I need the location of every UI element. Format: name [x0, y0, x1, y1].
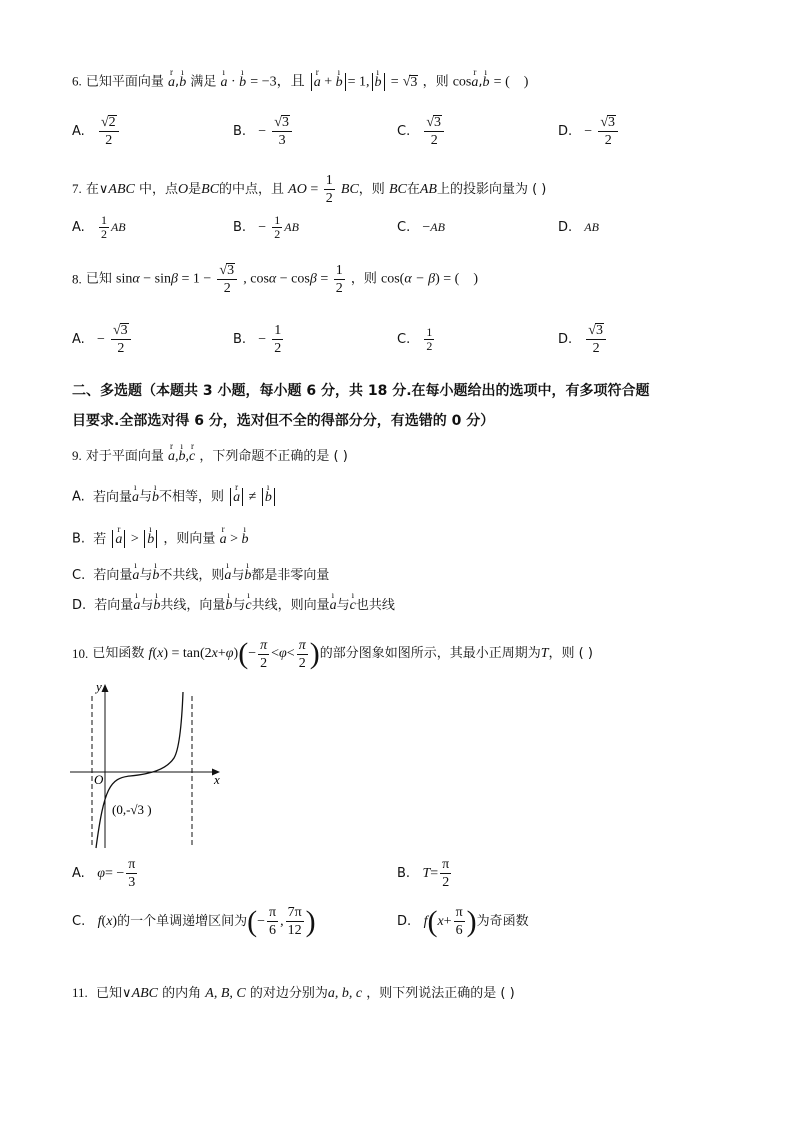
q8-option-c[interactable]: C. $\frac{1}{2}$	[397, 325, 433, 353]
q8-option-a[interactable]: A. − $\frac{√3}{2}$	[72, 322, 133, 357]
q8-option-b[interactable]: B. − $\frac{1}{2}$	[233, 323, 282, 356]
tangent-curve	[96, 692, 183, 848]
question-6: 6. 已知平面向量 r a,ı b 满足 ı a · ı b = −3，且 r a + ı b = 1,ı b = √3 ，则 cosr a,ı b = ( )	[72, 73, 528, 91]
q6-option-a[interactable]: A. $\frac{√2}{2}$	[72, 114, 121, 149]
q6-option-b[interactable]: B. − $\frac{√3}{3}$	[233, 114, 294, 149]
q10-option-b[interactable]: B. T = $\frac{\pi}{2}$	[397, 857, 450, 890]
question-number: 6.	[72, 73, 82, 89]
q9-option-a[interactable]: A. 若向量ı a与ı b不相等，则 r a ≠ ı b	[72, 488, 277, 506]
point-label: (0,-√3 )	[112, 802, 152, 817]
q10-option-c[interactable]: C. f ( x ) 的一个单调递增区间为 ( − $\frac{\pi}{6}$ , $\frac{7\pi}{12}$ )	[72, 904, 316, 938]
q7-option-c[interactable]: C. −AB	[397, 220, 445, 235]
q10-option-a[interactable]: A. φ = − $\frac{\pi}{3}$	[72, 857, 136, 890]
q7-option-d[interactable]: D. AB	[558, 220, 599, 235]
q6-option-d[interactable]: D. − $\frac{√3}{2}$	[558, 114, 620, 149]
question-9: 9. 对于平面向量 r a,ı b,r c ，下列命题不正确的是 ( )	[72, 448, 348, 465]
q6-option-c[interactable]: C. $\frac{√3}{2}$	[397, 114, 446, 149]
tangent-graph	[66, 678, 236, 850]
origin-label: O	[94, 772, 104, 787]
question-8: 8. 已知 sinα − sinβ = 1 − $\frac{√3}{2}$ , cosα − cosβ = $\frac{1}{2}$ ，则 cos(α − β) = ( )	[72, 263, 479, 296]
q9-option-d[interactable]: D. 若向量ı a与ı b共线，向量ı b与ı c共线，则向量ı a与ı c也共线	[72, 598, 395, 614]
q9-option-b[interactable]: B. 若 r a > ı b ，则向量 r a > ı b	[72, 530, 248, 548]
y-axis-label: y	[96, 679, 102, 694]
q8-option-d[interactable]: D. $\frac{√3}{2}$	[558, 322, 608, 357]
section-heading: 二、多选题（本题共 3 小题，每小题 6 分，共 18 分.在每小题给出的选项中，有多项符合题	[72, 383, 650, 399]
x-axis-label: x	[214, 772, 220, 787]
q10-option-d[interactable]: D. f ( x + $\frac{\pi}{6}$ ) 为奇函数	[397, 904, 529, 938]
section-heading-cont: 目要求.全部选对得 6 分，选对但不全的得部分分，有选错的 0 分）	[72, 413, 495, 429]
q7-option-b[interactable]: B. − $\frac{1}{2}$ AB	[233, 213, 299, 241]
question-10: 10. 已知函数 f ( x ) = tan(2 x + φ ) ( − $\frac{\pi}{2}$ < φ < $\frac{\pi}{2}$ ) 的部分图象如图所示，其最小正周期为 T ，则 ( )	[72, 637, 593, 671]
q9-option-c[interactable]: C. 若向量ı a与ı b不共线，则ı a与ı b都是非零向量	[72, 568, 329, 584]
question-11: 11. 已知∨ABC 的内角 A, B, C 的对边分别为a, b, c ，则下列说法正确的是 ( )	[72, 985, 515, 1001]
q7-option-a[interactable]: A. $\frac{1}{2}$ AB	[72, 213, 126, 241]
question-7: 7. 在∨ABC 中，点O是BC的中点，且 AO = $\frac{1}{2}$ BC，则 BC在AB上的投影向量为 ( )	[72, 173, 547, 206]
